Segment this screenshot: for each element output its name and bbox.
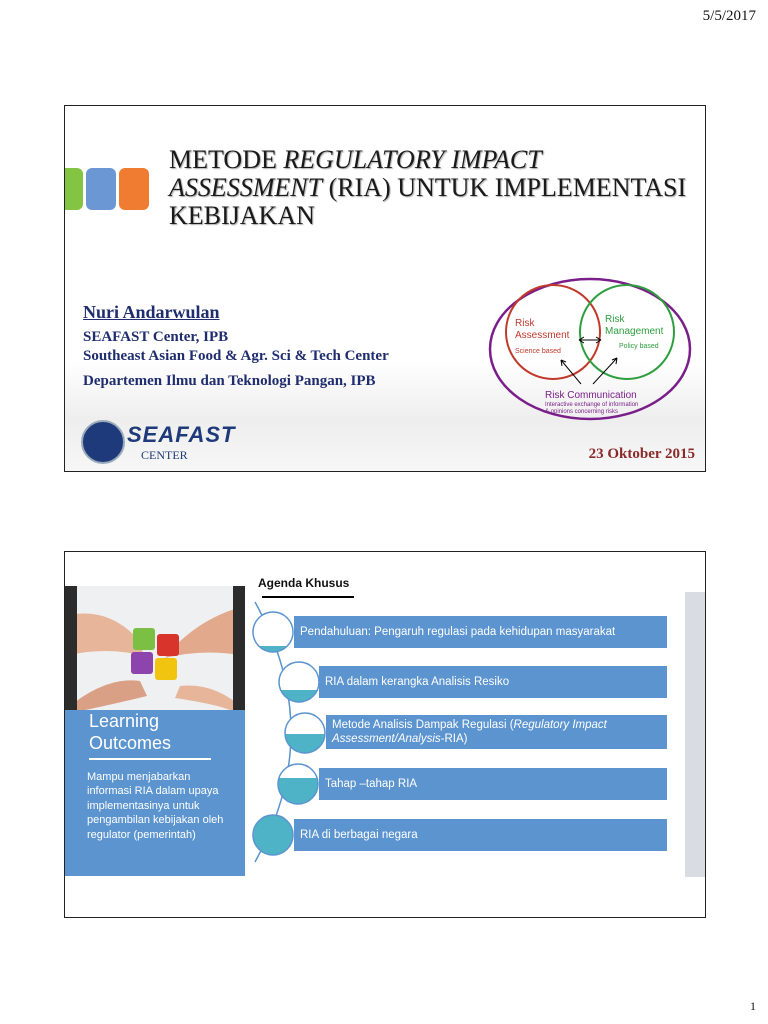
lo-title-line-1: Learning [89,711,160,731]
green-square [64,168,83,210]
logo-subtext: CENTER [141,448,188,462]
affiliation-1: SEAFAST Center, IPB [83,329,229,345]
lo-title-line-2: Outcomes [89,733,172,753]
agenda-slide [64,551,706,918]
agenda-item-5-text: RIA di berbagai negara [300,829,418,841]
agenda-item-4[interactable] [319,768,667,800]
agenda-circle-5 [253,815,293,855]
agenda-circle-1 [251,612,295,654]
agenda-item-2-text: RIA dalam kerangka Analisis Resiko [325,676,510,688]
affiliation-3: Departemen Ilmu dan Teknologi Pangan, IPB [83,373,376,389]
agenda-circle-4 [276,764,320,806]
agenda-circle-2 [277,662,321,704]
logo-text: SEAFAST [127,422,236,447]
slide-title [169,146,689,230]
orange-square [119,168,149,210]
author-block [83,302,389,390]
risk-assessment-label-2: Assessment [515,330,570,341]
risk-assessment-label-1: Risk [515,318,535,329]
agenda-item-3[interactable] [326,715,667,749]
header-date: 5/5/2017 [702,8,756,24]
risk-communication-sub-1: Interactive exchange of information [545,402,639,408]
seafast-logo [81,418,236,466]
risk-management-label-1: Risk [605,314,625,325]
page-number: 1 [750,999,756,1013]
agenda-item-4-text: Tahap –tahap RIA [325,778,418,790]
risk-analysis-diagram [485,274,695,424]
risk-management-label-2: Management [605,326,664,337]
risk-assessment-sub: Science based [515,348,561,355]
learning-outcomes-text: Mampu menjabarkan informasi RIA dalam upaya implementasinya untuk pengambilan kebijakan oleh regulator (pemerintah) [87,771,224,841]
title-text-italic: REGULATORY IMPACT ASSESSMENT [169,145,542,202]
agenda-item-3-text: Metode Analisis Dampak Regulasi (Regulatory Impact Assessment/Analysis-RIA) [332,719,607,745]
risk-communication-sub-2: & opinions concerning risks [545,409,619,415]
presentation-date: 23 Oktober 2015 [588,446,695,462]
risk-communication-label: Risk Communication [545,390,637,401]
title-slide [64,105,706,472]
author-name: Nuri Andarwulan [83,302,220,322]
ipb-seal-icon [81,420,125,464]
agenda-item-1[interactable] [294,616,667,648]
agenda-circle-3 [283,713,327,754]
title-text-1: METODE [169,145,284,174]
agenda-title: Agenda Khusus [258,576,350,590]
title-text-2: (RIA) UNTUK IMPLEMENTASI KEBIJAKAN [169,173,687,230]
blue-square [86,168,116,210]
affiliation-2: Southeast Asian Food & Agr. Sci & Tech Center [83,348,389,364]
risk-management-sub: Policy based [619,343,659,350]
agenda-item-1-text: Pendahuluan: Pengaruh regulasi pada kehidupan masyarakat [300,626,616,638]
agenda-item-2[interactable] [319,666,667,698]
agenda-item-5[interactable] [294,819,667,851]
